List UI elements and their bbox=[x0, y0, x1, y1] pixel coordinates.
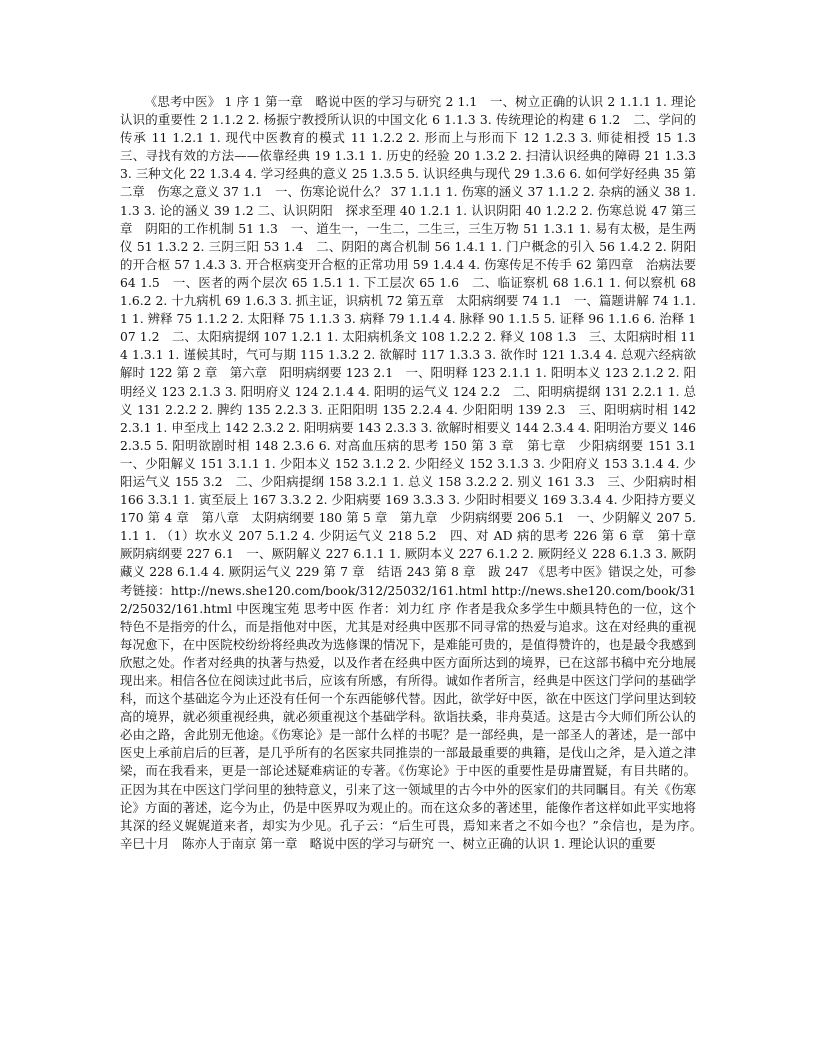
document-body-text: 《思考中医》 1 序 1 第一章 略说中医的学习与研究 2 1.1 一、树立正确的认识 2 1.1.1 1. 理论认识的重要性 2 1.1.2 2. 杨振宁教授所认识的中国文化 6 1.1.3 3. 传统理论的构建 6 1.2 二、学问的传承 11 1.2.1 1. 现代中医教育的模式 11 1.2.2 2. 形而上与形而下 12 1.2.3 3. 师徒相授 15 1.3 三、寻找有效的方法——依靠经典 19 1.3.1 1. 历史的经验 20 1.3.2 2. 扫清认识经典的障碍 21 1.3.3 3. 三种文化 22 1.3.4 4. 学习经典的意义 25 1.3.5 5. 认识经典与现代 29 1.3.6 6. 如何学好经典 35 第二章 伤寒之意义 37 1.1 一、伤寒论说什么？ 37 1.1.1 1. 伤寒的涵义 37 1.1.2 2. 杂病的涵义 38 1.1.3 3. 论的涵义 39 1.2 二、认识阴阳 探求至理 40 1.2.1 1. 认识阴阳 40 1.2.2 2. 伤寒总说 47 第三章 阴阳的工作机制 51 1.3 一、道生一，一生二，二生三，三生万物 51 1.3.1 1. 易有太极，是生两仪 51 1.3.2 2. 三阴三阳 53 1.4 二、阴阳的离合机制 56 1.4.1 1. 门户概念的引入 56 1.4.2 2. 阴阳的开合枢 57 1.4.3 3. 开合枢病变开合枢的正常功用 59 1.4.4 4. 伤寒传足不传手 62 第四章 治病法要 64 1.5 一、医者的两个层次 65 1.5.1 1. 下工层次 65 1.6 二、临证察机 68 1.6.1 1. 何以察机 68 1.6.2 2. 十九病机 69 1.6.3 3. 抓主证，识病机 72 第五章 太阳病纲要 74 1.1 一、篇题讲解 74 1.1.1 1. 辨释 75 1.1.2 2. 太阳释 75 1.1.3 3. 病释 79 1.1.4 4. 脉释 90 1.1.5 5. 证释 96 1.1.6 6. 治释 107 1.2 二、太阳病提纲 107 1.2.1 1. 太阳病机条文 108 1.2.2 2. 释义 108 1.3 三、太阳病时相 114 1.3.1 1. 谨候其时，气可与期 115 1.3.2 2. 欲解时 117 1.3.3 3. 欲作时 121 1.3.4 4. 总观六经病欲解时 122 第 2 章 第六章 阳明病纲要 123 2.1 一、阳明释 123 2.1.1 1. 阳明本义 123 2.1.2 2. 阳明经义 123 2.1.3 3. 阳明府义 124 2.1.4 4. 阳明的运气义 124 2.2 二、阳明病提纲 131 2.2.1 1. 总义 131 2.2.2 2. 脾约 135 2.2.3 3. 正阳阳明 135 2.2.4 4. 少阳阳明 139 2.3 三、阳明病时相 142 2.3.1 1. 申至戌上 142 2.3.2 2. 阳明病要 143 2.3.3 3. 欲解时相要义 144 2.3.4 4. 阳明治方要义 146 2.3.5 5. 阳明欲剧时相 148 2.3.6 6. 对高血压病的思考 150 第 3 章 第七章 少阳病纲要 151 3.1 一、少阳解义 151 3.1.1 1. 少阳本义 152 3.1.2 2. 少阳经义 152 3.1.3 3. 少阳府义 153 3.1.4 4. 少阳运气义 155 3.2 二、少阳病提纲 158 3.2.1 1. 总义 158 3.2.2 2. 别义 161 3.3 三、少阳病时相 166 3.3.1 1. 寅至辰上 167 3.3.2 2. 少阳病要 169 3.3.3 3. 少阳时相要义 169 3.3.4 4. 少阳持方要义 170 第 4 章 第八章 太阴病纲要 180 第 5 章 第九章 少阴病纲要 206 5.1 一、少阴解义 207 5.1.1 1. （1）坎水义 207 5.1.2 4. 少阴运气义 218 5.2 四、对 AD 病的思考 226 第 6 章 第十章 厥阴病纲要 227 6.1 一、厥阴解义 227 6.1.1 1. 厥阴本义 227 6.1.2 2. 厥阴经义 228 6.1.3 3. 厥阴藏义 228 6.1.4 4. 厥阴运气义 229 第 7 章 结语 243 第 8 章 跋 247 《思考中医》错误之处，可参考链接：http://news.she120.com/book/312/25032/161.html http://news.she120.com/book/312/25032/161.html 中医瑰宝苑 思考中医 作者：刘力红 序 作者是我众多学生中颇具特色的一位，这个特色不是指旁的什么，而是指他对中医，尤其是对经典中医那不同寻常的热爱与追求。这在对经典的重视每况愈下，在中医院校纷纷将经典改为选修课的情况下，是难能可贵的，是值得赞许的，也是最令我感到欣慰之处。作者对经典的执著与热爱，以及作者在经典中医方面所达到的境界，已在这部书稿中充分地展现出来。相信各位在阅读过此书后，应该有所感，有所得。诚如作者所言，经典是中医这门学问的基础学科，而这个基础迄今为止还没有任何一个东西能够代替。因此，欲学好中医，欲在中医这门学问里达到较高的境界，就必须重视经典，就必须重视这个基础学科。欲诣扶桑，非舟莫适。这是古今大师们所公认的必由之路，舍此别无他途。《伤寒论》是一部什么样的书呢？是一部经典，是一部圣人的著述，是一部中医史上承前启后的巨著，是几乎所有的名医家共同推崇的一部最最重要的典籍，是伐山之斧，是入道之津梁，而在我看来，更是一部论述疑难病证的专著。《伤寒论》于中医的重要性是毋庸置疑，有目共睹的。正因为其在中医这门学问里的独特意义，引来了这一领域里的古今中外的医家们的共同瞩目。有关《伤寒论》方面的著述，迄今为止，仍是中医界叹为观止的。而在这众多的著述里，能像作者这样如此平实地将其深的经义娓娓道来者，却实为少见。孔子云：“后生可畏，焉知来者之不如今也？”余信也，是为序。 辛巳十月 陈亦人于南京 第一章 略说中医的学习与研究 一、树立正确的认识 1. 理论认识的重要 bbox=[120, 94, 709, 851]
